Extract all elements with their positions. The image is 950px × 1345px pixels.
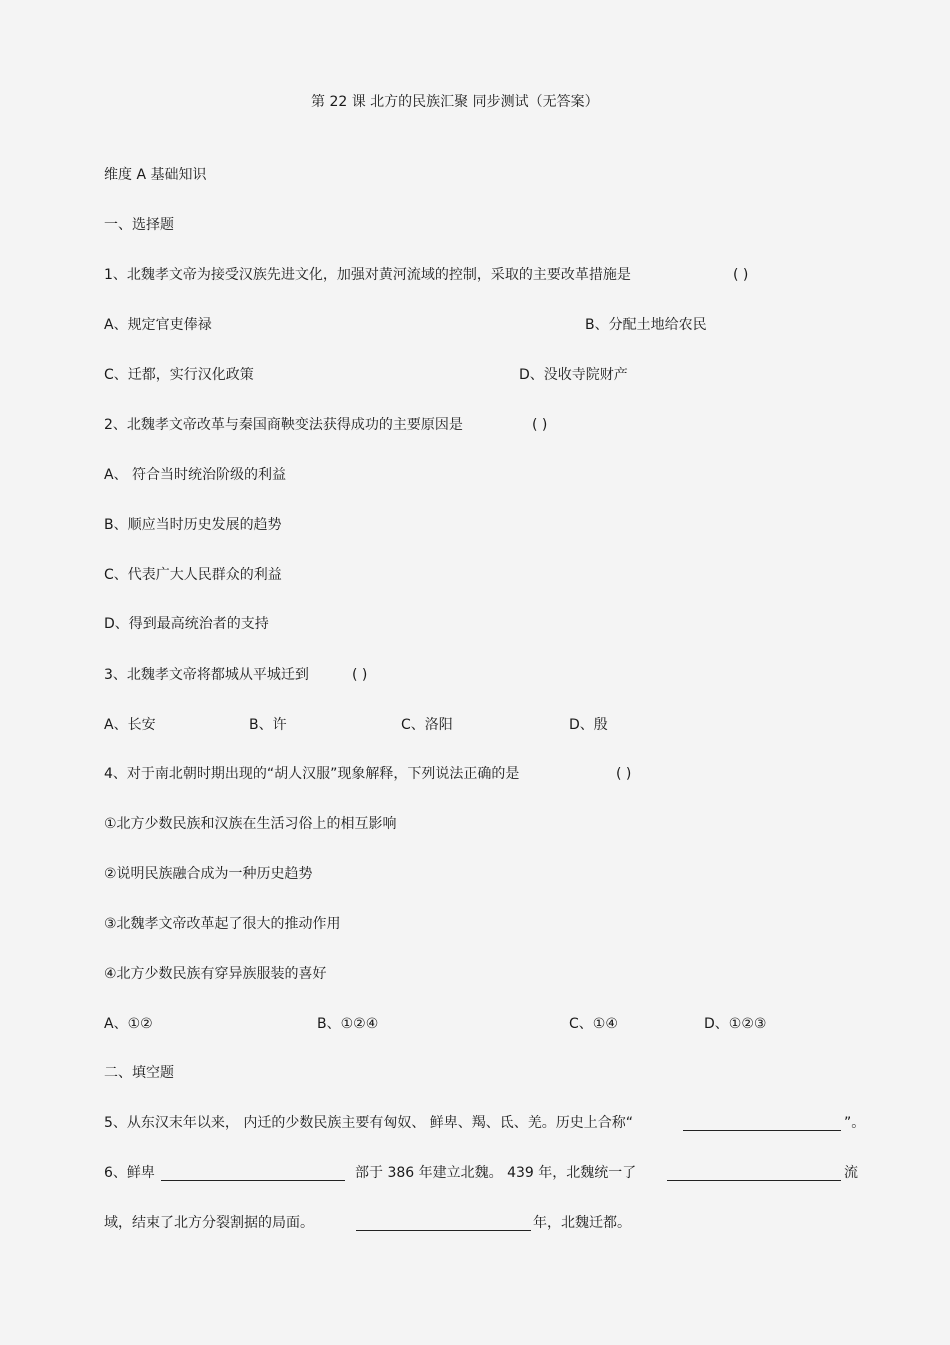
question-4-option-d: D、①②③: [704, 1016, 767, 1032]
question-3-paren: ( ): [352, 667, 368, 683]
question-2-option-b: B、顺应当时历史发展的趋势: [104, 517, 282, 533]
part-heading-choice: 一、选择题: [104, 217, 174, 233]
question-1-stem: 1、北魏孝文帝为接受汉族先进文化，加强对黄河流域的控制，采取的主要改革措施是: [104, 267, 631, 283]
question-4-statement-2: ②说明民族融合成为一种历史趋势: [104, 866, 313, 882]
question-4-option-c: C、①④: [569, 1016, 618, 1032]
question-6-blank-1[interactable]: [161, 1166, 345, 1181]
question-6-part-2: 部于 386 年建立北魏。 439 年，北魏统一了: [355, 1165, 637, 1181]
question-3-option-c: C、洛阳: [401, 717, 453, 733]
question-6-blank-2[interactable]: [667, 1166, 841, 1181]
question-2-option-c: C、代表广大人民群众的利益: [104, 567, 282, 583]
question-3-option-a: A、长安: [104, 717, 156, 733]
question-4-paren: ( ): [616, 766, 632, 782]
section-heading: 维度 A 基础知识: [104, 167, 207, 183]
question-1-option-b: B、分配土地给农民: [585, 317, 707, 333]
question-2-paren: ( ): [532, 417, 548, 433]
question-2-option-a: A、 符合当时统治阶级的利益: [104, 467, 287, 483]
question-4-stem: 4、对于南北朝时期出现的“胡人汉服”现象解释，下列说法正确的是: [104, 766, 520, 782]
question-5-blank[interactable]: [683, 1116, 841, 1131]
question-1-option-a: A、规定官吏俸禄: [104, 317, 212, 333]
page-title: 第 22 课 北方的民族汇聚 同步测试（无答案）: [311, 94, 599, 110]
question-4-statement-4: ④北方少数民族有穿异族服装的喜好: [104, 966, 327, 982]
question-4-statement-1: ①北方少数民族和汉族在生活习俗上的相互影响: [104, 816, 397, 832]
question-5-text: 5、从东汉末年以来， 内迁的少数民族主要有匈奴、 鲜卑、羯、氐、羌。历史上合称“: [104, 1115, 634, 1131]
question-1-option-d: D、没收寺院财产: [519, 367, 628, 383]
question-6-part-1: 6、鲜卑: [104, 1165, 155, 1181]
question-6-blank-3[interactable]: [356, 1216, 531, 1231]
question-4-option-b: B、①②④: [317, 1016, 379, 1032]
question-4-option-a: A、①②: [104, 1016, 153, 1032]
question-4-statement-3: ③北魏孝文帝改革起了很大的推动作用: [104, 916, 341, 932]
question-2-stem: 2、北魏孝文帝改革与秦国商鞅变法获得成功的主要原因是: [104, 417, 463, 433]
question-2-option-d: D、得到最高统治者的支持: [104, 616, 269, 632]
question-3-option-d: D、殷: [569, 717, 608, 733]
question-3-option-b: B、许: [249, 717, 287, 733]
question-6-part-5: 年，北魏迁都。: [533, 1215, 631, 1231]
question-3-stem: 3、北魏孝文帝将都城从平城迁到: [104, 667, 309, 683]
question-1-option-c: C、迁都，实行汉化政策: [104, 367, 254, 383]
question-1-paren: ( ): [733, 267, 749, 283]
question-6-part-4: 域，结束了北方分裂割据的局面。: [104, 1215, 314, 1231]
question-5-end: ”。: [844, 1115, 866, 1131]
part-heading-fill: 二、填空题: [104, 1065, 174, 1081]
question-6-part-3: 流: [844, 1165, 858, 1181]
